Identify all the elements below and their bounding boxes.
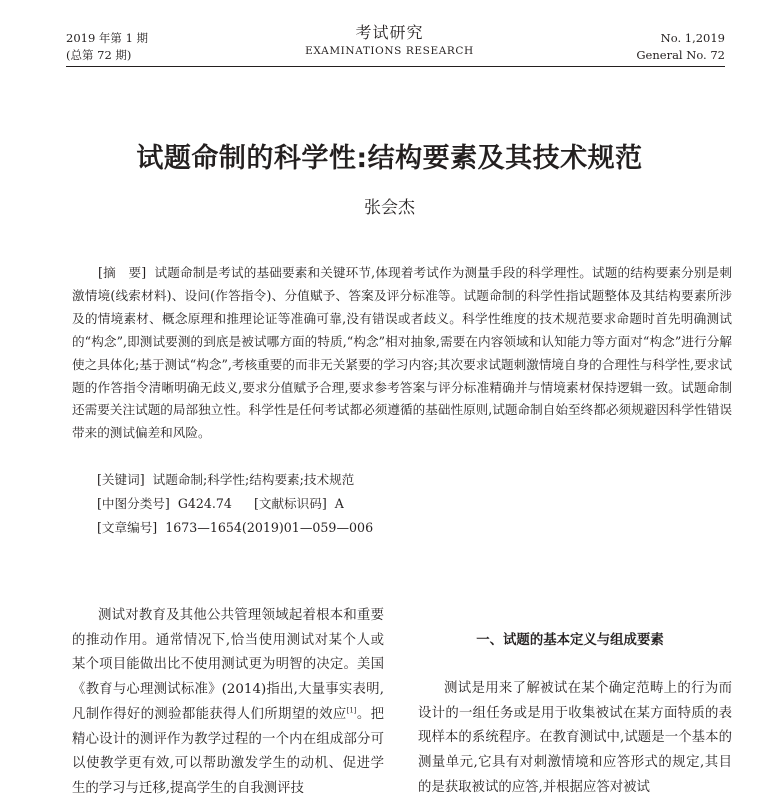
abstract	[72, 262, 732, 445]
doc-code-value: A	[334, 496, 344, 511]
section-heading: 一、试题的基本定义与组成要素	[476, 632, 664, 648]
keywords-line	[97, 469, 354, 491]
serial-number-en: General No. 72	[636, 48, 725, 62]
body-right-text: 测试是用来了解被试在某个确定范畴上的行为而设计的一组任务或是用于收集被试在某方面特质的表现样本的系统程序。在教育测试中,试题是一个基本的测量单元,它具有对刺激情境和应答形式的规定,其目的是获取被试的应答,并根据应答对被试	[418, 681, 732, 795]
keywords-text: 试题命制;科学性;结构要素;技术规范	[152, 472, 355, 487]
serial-number-cn: (总第 72 期)	[66, 48, 132, 62]
reference-marker[interactable]: [1]	[346, 706, 357, 715]
keywords-label: [关键词]	[97, 472, 145, 487]
clc-label: [中图分类号]	[97, 496, 170, 511]
journal-name-cn: 考试研究	[355, 23, 424, 42]
body-left-column	[72, 604, 384, 802]
header-issue-en	[636, 30, 725, 64]
doc-code-label: [文献标识码]	[253, 496, 327, 511]
issue-number-cn: 2019 年第 1 期	[66, 31, 149, 45]
article-title: 试题命制的科学性:结构要素及其技术规范	[136, 143, 643, 174]
header-divider	[66, 66, 725, 67]
clc-value: G424.74	[177, 496, 232, 511]
body-left-text-a: 测试对教育及其他公共管理领域起着根本和重要的推动作用。通常情况下,恰当使用测试对某个人或某个项目能做出比不使用测试更为明智的决定。美国《教育与心理测试标准》(2014)指出,大量事实表明,凡制作得好的测验都能获得人们所期望的效应	[72, 608, 384, 722]
classification-line	[97, 493, 344, 515]
abstract-label: [摘 要]	[98, 265, 147, 280]
article-number-label: [文章编号]	[97, 520, 158, 535]
article-number-value: 1673—1654(2019)01—059—006	[165, 520, 374, 535]
abstract-text: 试题命制是考试的基础要素和关键环节,体现着考试作为测量手段的科学理性。试题的结构要素分别是刺激情境(线索材料)、设问(作答指令)、分值赋予、答案及评分标准等。试题命制的科学性指试题整体及其结构要素所涉及的情境素材、概念原理和推理论证等准确可靠,没有错误或者歧义。科学性维度的技术规范要求命题时首先明确测试的“构念”,即测试要测的到底是被试哪方面的特质,“构念”相对抽象,需要在内容领域和认知能力等方面对“构念”进行分解使之具体化;基于测试“构念”,考核重要的而非无关紧要的学习内容;其次要求试题刺激情境自身的合理性与科学性,要求试题的作答指令清晰明确无歧义,要求分值赋予合理,要求参考答案与评分标准精确并与情境素材保持逻辑一致。试题命制还需要关注试题的局部独立性。科学性是任何考试都必须遵循的基础性原则,试题命制自始至终都必须规避因科学性错误带来的测试偏差和风险。	[72, 265, 732, 441]
article-author: 张会杰	[364, 198, 415, 218]
journal-name-en: EXAMINATIONS RESEARCH	[305, 45, 474, 57]
article-number-line	[97, 517, 373, 539]
issue-number-en: No. 1,2019	[660, 31, 725, 45]
body-right-column	[418, 677, 732, 801]
body-left-text-b: 。把精心设计的测评作为教学过程的一个内在组成部分可以使教学更有效,可以帮助激发学生的动机、促进学生的学习与迁移,提高学生的自我测评技	[72, 706, 385, 796]
